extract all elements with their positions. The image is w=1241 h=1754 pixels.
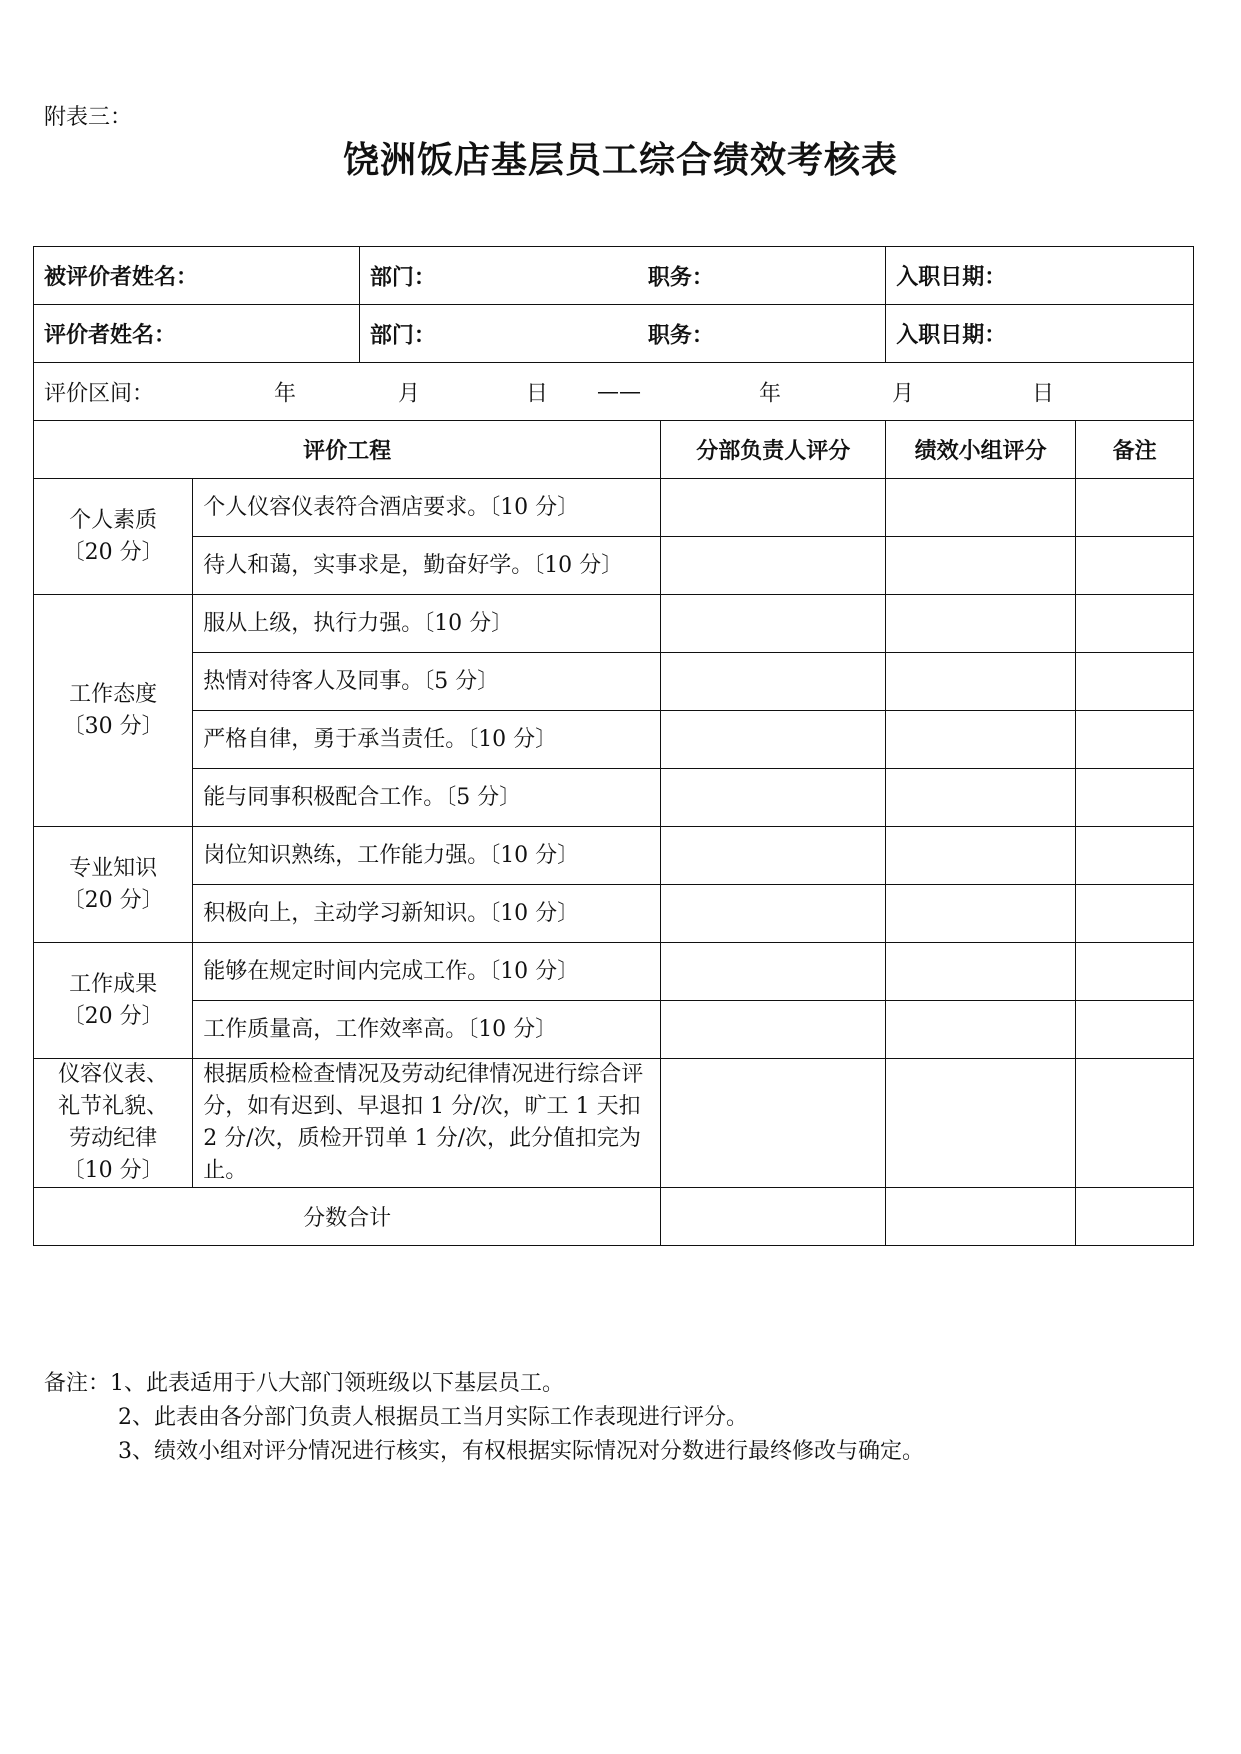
note-text: 1、此表适用于八大部门领班级以下基层员工。 — [110, 1371, 565, 1396]
category-name: 专业知识 — [69, 855, 158, 881]
notes-label: 备注： — [44, 1371, 111, 1396]
total-row — [34, 1188, 1194, 1246]
note-line: 3、绩效小组对评分情况进行核实，有权根据实际情况对分数进行最终修改与确定。 — [118, 1439, 924, 1464]
category-name: 个人素质 — [69, 507, 158, 533]
criteria-item: 能与同事积极配合工作。〔5 分〕 — [193, 769, 661, 827]
period-dash: —— — [597, 379, 641, 404]
category-name-line: 礼节礼貌、 — [58, 1094, 169, 1119]
category-name: 工作成果 — [69, 971, 158, 997]
remarks-cell[interactable] — [1076, 943, 1194, 1001]
group-score-cell[interactable] — [886, 1059, 1076, 1188]
table-row — [34, 943, 1194, 1001]
evaluatee-department-label: 部门： — [369, 265, 436, 290]
branch-score-cell[interactable] — [661, 769, 886, 827]
category-points: 〔30 分〕 — [62, 713, 164, 739]
notes-section — [44, 1367, 924, 1469]
header-remarks: 备注 — [1076, 421, 1194, 479]
criteria-item: 岗位知识熟练，工作能力强。〔10 分〕 — [193, 827, 661, 885]
branch-score-cell[interactable] — [661, 711, 886, 769]
table-row — [34, 885, 1194, 943]
group-score-cell[interactable] — [886, 595, 1076, 653]
appendix-label: 附表三： — [44, 105, 133, 130]
branch-score-cell[interactable] — [661, 595, 886, 653]
table-row — [34, 595, 1194, 653]
category-cell — [34, 479, 193, 595]
group-score-cell[interactable] — [886, 711, 1076, 769]
category-cell — [34, 595, 193, 827]
table-row — [34, 769, 1194, 827]
category-points: 〔20 分〕 — [62, 1003, 164, 1029]
table-row — [34, 537, 1194, 595]
branch-score-cell[interactable] — [661, 1001, 886, 1059]
branch-score-cell[interactable] — [661, 943, 886, 1001]
header-branch-score: 分部负责人评分 — [661, 421, 886, 479]
group-score-cell[interactable] — [886, 827, 1076, 885]
page-title: 饶洲饭店基层员工综合绩效考核表 — [342, 140, 898, 181]
criteria-item: 工作质量高，工作效率高。〔10 分〕 — [193, 1001, 661, 1059]
category-cell — [34, 943, 193, 1059]
evaluatee-hire-date-field[interactable]: 入职日期： — [886, 247, 1194, 305]
category-cell — [34, 1059, 193, 1188]
period-start-month: 月 — [398, 381, 421, 406]
table-row — [34, 711, 1194, 769]
period-label: 评价区间： — [44, 381, 155, 406]
criteria-item: 个人仪容仪表符合酒店要求。〔10 分〕 — [193, 479, 661, 537]
evaluatee-dept-position-cell[interactable] — [359, 247, 885, 305]
category-cell — [34, 827, 193, 943]
criteria-description: 根据质检检查情况及劳动纪律情况进行综合评分，如有迟到、早退扣 1 分/次，旷工 1 天扣 2 分/次，质检开罚单 1 分/次，此分值扣完为止。 — [193, 1059, 661, 1188]
category-name: 工作态度 — [69, 681, 158, 707]
branch-score-cell[interactable] — [661, 479, 886, 537]
total-label: 分数合计 — [34, 1188, 661, 1246]
branch-score-cell[interactable] — [661, 885, 886, 943]
category-points: 〔20 分〕 — [62, 539, 164, 565]
table-row — [34, 1059, 1194, 1188]
header-project: 评价工程 — [34, 421, 661, 479]
remarks-cell[interactable] — [1076, 537, 1194, 595]
note-line — [44, 1367, 924, 1401]
criteria-item: 服从上级，执行力强。〔10 分〕 — [193, 595, 661, 653]
remarks-cell[interactable] — [1076, 827, 1194, 885]
period-start-year: 年 — [274, 381, 297, 406]
note-line: 2、此表由各分部门负责人根据员工当月实际工作表现进行评分。 — [118, 1405, 748, 1430]
criteria-item: 能够在规定时间内完成工作。〔10 分〕 — [193, 943, 661, 1001]
total-branch-score-cell[interactable] — [661, 1188, 886, 1246]
table-row — [34, 653, 1194, 711]
branch-score-cell[interactable] — [661, 1059, 886, 1188]
criteria-item: 热情对待客人及同事。〔5 分〕 — [193, 653, 661, 711]
group-score-cell[interactable] — [886, 943, 1076, 1001]
total-group-score-cell[interactable] — [886, 1188, 1076, 1246]
table-row — [34, 479, 1194, 537]
evaluation-period-row — [34, 363, 1194, 421]
group-score-cell[interactable] — [886, 479, 1076, 537]
header-group-score: 绩效小组评分 — [886, 421, 1076, 479]
total-remarks-cell[interactable] — [1076, 1188, 1194, 1246]
criteria-item: 待人和蔼，实事求是，勤奋好学。〔10 分〕 — [193, 537, 661, 595]
criteria-item: 积极向上，主动学习新知识。〔10 分〕 — [193, 885, 661, 943]
evaluation-form-table — [33, 246, 1194, 1246]
remarks-cell[interactable] — [1076, 1001, 1194, 1059]
group-score-cell[interactable] — [886, 537, 1076, 595]
branch-score-cell[interactable] — [661, 537, 886, 595]
group-score-cell[interactable] — [886, 769, 1076, 827]
evaluator-info-row — [34, 305, 1194, 363]
evaluator-name-field[interactable]: 评价者姓名： — [34, 305, 360, 363]
category-name-line: 劳动纪律 — [69, 1126, 158, 1151]
group-score-cell[interactable] — [886, 1001, 1076, 1059]
table-row — [34, 827, 1194, 885]
period-end-year: 年 — [759, 381, 782, 406]
remarks-cell[interactable] — [1076, 479, 1194, 537]
evaluator-position-label: 职务： — [647, 323, 714, 348]
remarks-cell[interactable] — [1076, 711, 1194, 769]
group-score-cell[interactable] — [886, 653, 1076, 711]
evaluatee-info-row — [34, 247, 1194, 305]
evaluator-department-label: 部门： — [369, 323, 436, 348]
remarks-cell[interactable] — [1076, 595, 1194, 653]
evaluatee-position-label: 职务： — [647, 265, 714, 290]
group-score-cell[interactable] — [886, 885, 1076, 943]
branch-score-cell[interactable] — [661, 653, 886, 711]
evaluation-period-field[interactable] — [34, 363, 1194, 421]
remarks-cell[interactable] — [1076, 769, 1194, 827]
period-end-day: 日 — [1032, 381, 1055, 406]
remarks-cell[interactable] — [1076, 1059, 1194, 1188]
evaluator-hire-date-field[interactable]: 入职日期： — [886, 305, 1194, 363]
remarks-cell[interactable] — [1076, 653, 1194, 711]
category-points: 〔10 分〕 — [62, 1158, 164, 1183]
category-name-line: 仪容仪表、 — [58, 1062, 169, 1087]
remarks-cell[interactable] — [1076, 885, 1194, 943]
branch-score-cell[interactable] — [661, 827, 886, 885]
criteria-item: 严格自律，勇于承当责任。〔10 分〕 — [193, 711, 661, 769]
period-end-month: 月 — [892, 381, 915, 406]
evaluatee-name-field[interactable]: 被评价者姓名： — [34, 247, 360, 305]
column-header-row — [34, 421, 1194, 479]
evaluator-dept-position-cell[interactable] — [359, 305, 885, 363]
category-points: 〔20 分〕 — [62, 887, 164, 913]
table-row — [34, 1001, 1194, 1059]
period-start-day: 日 — [526, 381, 549, 406]
